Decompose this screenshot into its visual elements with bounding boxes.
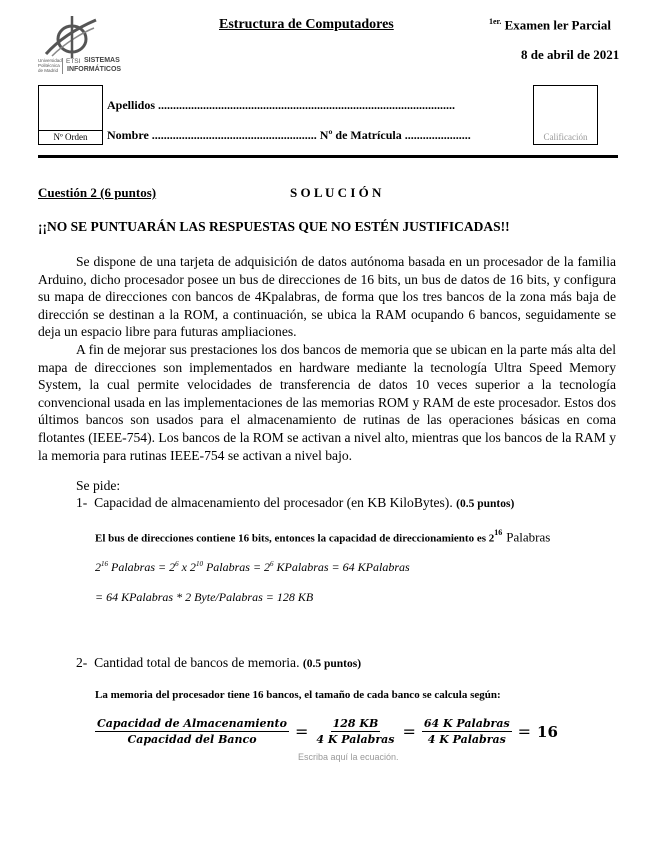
eq1-exp2: 6 <box>175 560 179 568</box>
nombre-line[interactable] <box>107 128 471 143</box>
nombre-dots: ....................................................... <box>151 128 317 142</box>
eq1-term3: Palabras = 2 <box>205 560 271 574</box>
calificacion-box[interactable] <box>533 85 598 145</box>
fraction-2-den: 4 K Palabras <box>316 733 395 746</box>
equals-1: = <box>294 722 309 741</box>
eq1-exp3: 10 <box>195 560 203 568</box>
equation-2[interactable] <box>95 717 558 746</box>
question-title: Cuestión 2 (6 puntos) <box>38 185 157 200</box>
univ-line-1: Universidad <box>38 58 62 63</box>
apellidos-dots: ................................................................................................... <box>158 98 456 112</box>
item-1-answer-text: El bus de direcciones contiene 16 bits, entonces la capacidad de direccionamiento es 2 <box>95 532 495 545</box>
item-2-points: (0.5 puntos) <box>302 658 362 670</box>
matricula-dots: ...................... <box>404 128 471 142</box>
fraction-2 <box>314 717 396 746</box>
fraction-1-num: Capacidad de Almacenamiento <box>97 717 287 730</box>
item-2-answer: La memoria del procesador tiene 16 bancos, el tamaño de cada banco se calcula según: <box>95 689 501 701</box>
univ-line-2: Politécnica <box>38 63 60 68</box>
eq1-base: 2 <box>95 560 101 574</box>
header-divider <box>38 155 618 158</box>
matricula-label: Nº de Matrícula <box>319 128 402 142</box>
item-2 <box>76 655 361 671</box>
statement <box>38 253 616 464</box>
orden-box[interactable] <box>38 85 103 145</box>
item-1-eq2: = 64 KPalabras * 2 Byte/Palabras = 128 KB <box>95 590 314 604</box>
item-1-answer-tail: Palabras <box>506 529 551 545</box>
fraction-3-num: 64 K Palabras <box>423 717 510 730</box>
exam-sup: 1er. <box>489 17 502 26</box>
equals-2: = <box>402 722 416 741</box>
equals-3: = <box>517 722 532 741</box>
school-name-2: INFORMÁTICOS <box>67 66 122 73</box>
item-1-answer <box>95 528 550 546</box>
fraction-3 <box>422 717 512 746</box>
item-1 <box>76 495 514 511</box>
fraction-1 <box>95 717 289 746</box>
exam-label <box>489 17 611 33</box>
solution-title: S O L U C I Ó N <box>290 185 382 200</box>
paragraph-1: Se dispone de una tarjeta de adquisición de datos autónoma basada en un procesador de la familia Arduino, dicho procesador posee un bus de direcciones de 16 bits, un bus de datos de 16 bits, y configura su mapa de direcciones con bancos de 4Kpalabras, de forma que los tres bancos de la zona más baja de dirección se destinan a la ROM, a continuación, se ubica la RAM ocupando 6 bancos, seguidamente se deja un espacio libre para futuras ampliaciones. <box>38 254 616 340</box>
fraction-2-num: 128 KB <box>332 717 379 730</box>
eq1-exp1: 16 <box>101 560 108 568</box>
upm-logo <box>36 14 136 78</box>
item-1-answer-sup: 16 <box>494 528 503 537</box>
eq1-term1: Palabras = 2 <box>111 560 176 574</box>
result: 16 <box>537 722 558 741</box>
item-2-num: 2- <box>76 655 88 670</box>
exam-date: 8 de abril de 2021 <box>521 47 620 62</box>
equation-placeholder[interactable]: Escriba aquí la ecuación. <box>298 752 399 762</box>
item-1-num: 1- <box>76 495 88 510</box>
fraction-1-den: Capacidad del Banco <box>127 733 257 746</box>
item-1-points: (0.5 puntos) <box>456 498 515 510</box>
item-1-text: Capacidad de almacenamiento del procesador (en KB KiloBytes). <box>94 495 453 510</box>
course-title: Estructura de Computadores <box>219 17 394 32</box>
eq1-term2: x 2 <box>181 560 196 574</box>
exam-text: Examen ler Parcial <box>504 17 612 33</box>
paragraph-2: A fin de mejorar sus prestaciones los dos bancos de memoria que se ubican en la parte más alta del mapa de direcciones son implementados en hardware mediante la tecnología Ultra Speed Memory System, la cual permite velocidades de transferencia de datos 10 veces superior a la tecnología convencional usada en las implementaciones de las memorias ROM y RAM de este procesador. Estos dos últimos bancos son usados para el almacenamiento de rutinas de las operaciones básicas en coma flotantes (IEEE-754). Los bancos de la ROM se activan a nivel alto, mientras que los bancos de la RAM y la memoria para rutinas IEEE-754 se activan a nivel bajo. <box>38 341 616 463</box>
univ-line-3: de Madrid <box>38 68 59 73</box>
school-name-1: SISTEMAS <box>84 57 120 64</box>
apellidos-label: Apellidos <box>107 98 156 112</box>
item-1-eq1 <box>95 560 410 575</box>
apellidos-line[interactable] <box>107 98 455 113</box>
orden-label: Nº Orden <box>39 130 102 144</box>
eq1-exp4: 6 <box>270 560 274 568</box>
upm-emblem-icon <box>42 14 98 60</box>
school-prefix: ETSI <box>66 58 81 65</box>
warning-text: ¡¡NO SE PUNTUARÁN LAS RESPUESTAS QUE NO ESTÉN JUSTIFICADAS!! <box>38 219 510 234</box>
item-2-text: Cantidad total de bancos de memoria. <box>94 655 300 670</box>
nombre-label: Nombre <box>107 128 149 142</box>
fraction-3-den: 4 K Palabras <box>427 733 506 746</box>
calificacion-label: Calificación <box>543 132 588 142</box>
eq1-term4: KPalabras = 64 KPalabras <box>276 560 410 574</box>
se-pide: Se pide: <box>76 478 121 493</box>
